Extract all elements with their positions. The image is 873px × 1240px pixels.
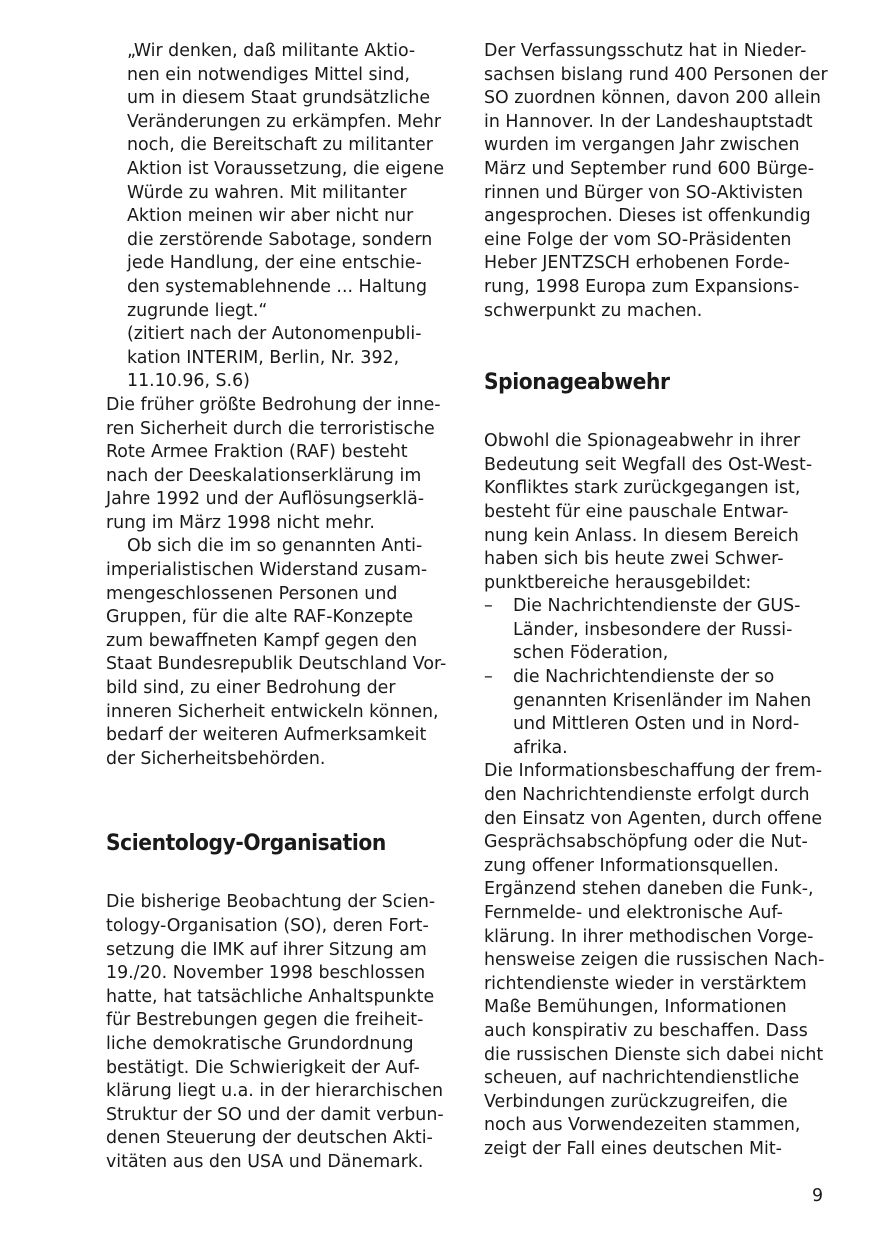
text-line: den systemablehnende ... Haltung <box>127 276 427 297</box>
text-line: 11.10.96, S.6) <box>127 371 250 392</box>
text-line: Struktur der SO und der damit verbun- <box>106 1104 444 1125</box>
text-line: Fernmelde- und elektronische Auf- <box>484 903 783 923</box>
text-line: eine Folge der vom SO-Präsidenten <box>484 229 792 250</box>
list-item-line <box>484 690 829 714</box>
text-line: hensweise zeigen die russischen Nach- <box>484 950 825 971</box>
text-line: Heber JENTZSCH erhobenen Forde- <box>484 253 790 274</box>
list-dash-marker: – <box>484 667 493 688</box>
list-item-line <box>484 595 829 619</box>
text-line: rung, 1998 Europa zum Expansions- <box>484 276 800 297</box>
text-line: Gesprächsabschöpfung oder die Nut- <box>484 832 808 853</box>
list-item <box>484 666 829 760</box>
text-line: mengeschlossenen Personen und <box>106 583 398 604</box>
text-line: Konfliktes stark zurückgegangen ist, <box>484 478 801 499</box>
list-item <box>484 595 829 666</box>
text-line: Die Informationsbeschaffung der frem- <box>484 761 823 782</box>
list-item-text: die Nachrichtendienste der so <box>513 667 775 688</box>
text-line: imperialistischen Widerstand zusam- <box>106 560 428 581</box>
text-line: zung offener Informationsquellen. <box>484 855 779 876</box>
text-line: punktbereiche herausgebildet: <box>484 572 752 593</box>
text-line: inneren Sicherheit entwickeln können, <box>106 701 439 722</box>
text-line: die zerstörende Sabotage, sondern <box>127 229 433 250</box>
list-item-text: schen Föderation, <box>513 643 669 664</box>
text-line: wurden im vergangen Jahr zwischen <box>484 135 800 156</box>
text-line: klärung. In ihrer methodischen Vorge- <box>484 926 814 947</box>
section-heading-scientology: Scientology-Organisation <box>106 830 386 857</box>
paragraph-informationsbeschaffung <box>484 760 829 1161</box>
left-column <box>106 40 451 1175</box>
text-line: jede Handlung, der eine entschie- <box>127 253 422 274</box>
paragraph-antiimperialist <box>106 535 451 771</box>
text-line: Verbindungen zurückzugreifen, die <box>484 1091 788 1112</box>
text-line: klärung liegt u.a. in der hierarchischen <box>106 1081 444 1102</box>
text-line: haben sich bis heute zwei Schwer- <box>484 549 784 570</box>
section-heading-spionageabwehr: Spionageabwehr <box>484 369 670 396</box>
paragraph-scientology <box>106 891 451 1174</box>
text-line: Würde zu wahren. Mit militanter <box>127 182 407 203</box>
text-line: der Sicherheitsbehörden. <box>106 748 326 769</box>
text-line: Gruppen, für die alte RAF-Konzepte <box>106 607 414 628</box>
text-line: bild sind, zu einer Bedrohung der <box>106 678 396 699</box>
text-line: denen Steuerung der deutschen Akti- <box>106 1128 433 1149</box>
list-item-line <box>484 666 829 690</box>
text-line: 19./20. November 1998 beschlossen <box>106 963 426 984</box>
text-line: scheuen, auf nachrichtendienstliche <box>484 1068 800 1089</box>
text-line: sachsen bislang rund 400 Personen der <box>484 64 828 85</box>
list-item-text: Länder, insbesondere der Russi- <box>513 619 793 640</box>
text-line: richtendienste wieder in verstärktem <box>484 973 807 994</box>
text-line: bedarf der weiteren Aufmerksamkeit <box>106 725 427 746</box>
list-item-line <box>484 642 829 666</box>
text-line: rung im März 1998 nicht mehr. <box>106 512 375 533</box>
list-item-text: und Mittleren Osten und in Nord- <box>513 714 800 735</box>
page-number: 9 <box>812 1186 824 1206</box>
text-line: schwerpunkt zu machen. <box>484 300 703 321</box>
text-line: Staat Bundesrepublik Deutschland Vor- <box>106 654 447 675</box>
text-line: vitäten aus den USA und Dänemark. <box>106 1151 424 1172</box>
text-line: ren Sicherheit durch die terroristische <box>106 418 435 439</box>
text-line: für Bestrebungen gegen die freiheit- <box>106 1010 424 1031</box>
text-line: Obwohl die Spionageabwehr in ihrer <box>484 431 801 452</box>
text-line: hatte, hat tatsächliche Anhaltspunkte <box>106 986 435 1007</box>
text-line: angesprochen. Dieses ist offenkundig <box>484 206 811 227</box>
list-item-line <box>484 737 829 761</box>
text-line: Jahre 1992 und der Auflösungserklä- <box>106 489 425 510</box>
list-item-line <box>484 713 829 737</box>
text-line: Der Verfassungsschutz hat in Nieder- <box>484 41 807 61</box>
text-line: zugrunde liegt.“ <box>127 300 268 321</box>
text-line: März und September rund 600 Bürge- <box>484 158 815 179</box>
text-line: Veränderungen zu erkämpfen. Mehr <box>127 111 441 132</box>
text-line: Aktion meinen wir aber nicht nur <box>127 206 414 227</box>
text-line: SO zuordnen können, davon 200 allein <box>484 88 821 109</box>
text-line: den Einsatz von Agenten, durch offene <box>484 808 823 829</box>
list-item-line <box>484 619 829 643</box>
text-line: zum bewaffneten Kampf gegen den <box>106 630 418 651</box>
text-line: Ergänzend stehen daneben die Funk-, <box>484 879 814 900</box>
quote-block <box>106 40 451 394</box>
text-line: noch aus Vorwendezeiten stammen, <box>484 1115 801 1136</box>
text-line: setzung die IMK auf ihrer Sitzung am <box>106 939 427 960</box>
list-dash-marker <box>484 713 513 737</box>
text-line: zeigt der Fall eines deutschen Mit- <box>484 1138 782 1159</box>
list-item-text: Die Nachrichtendienste der GUS- <box>513 596 801 617</box>
list-item-text: genannten Krisenländer im Nahen <box>513 690 812 711</box>
text-line: „Wir denken, daß militante Aktio- <box>127 41 416 61</box>
text-line: um in diesem Staat grundsätzliche <box>127 88 431 109</box>
text-line: besteht für eine pauschale Entwar- <box>484 501 789 522</box>
list-item-text: afrika. <box>513 737 568 758</box>
text-line: Maße Bemühungen, Informationen <box>484 997 787 1018</box>
text-line: bestätigt. Die Schwierigkeit der Auf- <box>106 1057 420 1078</box>
text-line: Aktion ist Voraussetzung, die eigene <box>127 158 445 179</box>
right-column <box>484 40 829 1162</box>
list-dash-marker <box>484 619 513 643</box>
text-line: nung kein Anlass. In diesem Bereich <box>484 525 799 546</box>
text-line: Rote Armee Fraktion (RAF) besteht <box>106 442 408 463</box>
text-line: liche demokratische Grundordnung <box>106 1033 414 1054</box>
paragraph-verfassungsschutz <box>484 40 829 323</box>
list-dash-marker <box>484 690 513 714</box>
text-line: (zitiert nach der Autonomenpubli- <box>127 324 422 345</box>
text-line: Die früher größte Bedrohung der inne- <box>106 394 441 415</box>
text-line: tology-Organisation (SO), deren Fort- <box>106 916 429 936</box>
text-line: rinnen und Bürger von SO-Aktivisten <box>484 182 804 203</box>
text-line: in Hannover. In der Landeshauptstadt <box>484 111 813 132</box>
text-line: Ob sich die im so genannten Anti- <box>127 536 423 557</box>
list-dash-marker <box>484 737 513 761</box>
paragraph-spionageabwehr <box>484 430 829 595</box>
text-line: den Nachrichtendienste erfolgt durch <box>484 785 810 806</box>
text-line: nen ein notwendiges Mittel sind, <box>127 64 410 85</box>
list-dash-marker: – <box>484 596 493 617</box>
text-line: auch konspirativ zu beschaffen. Dass <box>484 1020 808 1041</box>
text-line: die russischen Dienste sich dabei nicht <box>484 1044 824 1065</box>
text-line: Bedeutung seit Wegfall des Ost-West- <box>484 454 813 475</box>
text-line: Die bisherige Beobachtung der Scien- <box>106 892 436 913</box>
text-line: kation INTERIM, Berlin, Nr. 392, <box>127 347 400 368</box>
paragraph-raf <box>106 394 451 536</box>
text-line: noch, die Bereitschaft zu militanter <box>127 135 433 156</box>
text-line: nach der Deeskalationserklärung im <box>106 465 422 486</box>
list-dash-marker <box>484 642 513 666</box>
